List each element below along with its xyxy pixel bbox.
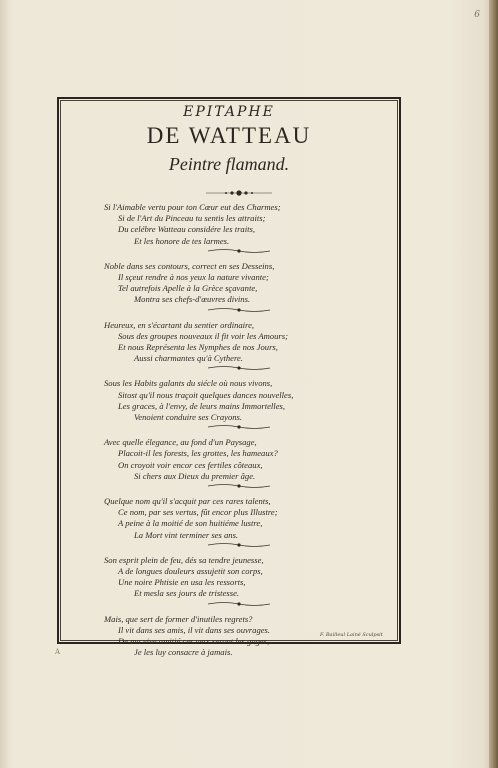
title-de-watteau: DE WATTEAU [146, 123, 312, 148]
poem-line: Placoit-il les forests, les grottes, les hameaux? [118, 448, 278, 459]
poem-line: Quelque nom qu'il s'acquit par ces rares talents, [104, 496, 271, 507]
poem-line: Les graces, à l'envy, de leurs mains Immortelles, [118, 400, 286, 411]
engraver-signature: F. Bailleul Lainé Sculpsit [320, 632, 383, 638]
poem-line: Avec quelle élegance, au fond d'un Paysage, [104, 437, 257, 448]
stanza [104, 320, 374, 365]
margin-mark: A [55, 648, 61, 656]
poem-line: Et les honore de tes larmes. [134, 235, 230, 246]
stanza-ornament [104, 423, 374, 437]
poem [104, 188, 374, 659]
poem-line: Si de l'Art du Pinceau tu sentis les attraits; [118, 213, 266, 224]
stanza-ornament [104, 482, 374, 496]
poem-line: Si l'Aimable vertu pour ton Cœur eut des Charmes; [104, 202, 281, 212]
poem-line: Et mesla ses jours de tristesse. [134, 588, 240, 599]
stanza [104, 496, 374, 541]
poem-line: Il sçeut rendre à nos yeux la nature vivante; [118, 272, 269, 283]
poem-line: Heureux, en s'écartant du sentier ordinaire, [104, 319, 255, 330]
poem-line: De ma vive amitié ces vers seront les gages, [118, 636, 270, 647]
poem-line: Son esprit plein de feu, dés sa tendre jeunesse, [104, 554, 264, 565]
stanza [104, 261, 374, 306]
stanza [104, 378, 374, 423]
poem-line: Du celébre Watteau considére les traits, [118, 224, 255, 235]
stanza-ornament [104, 364, 374, 378]
poem-line: Aussi charmantes qu'à Cythere. [134, 353, 243, 364]
stanza [104, 202, 374, 247]
stanza-ornament [104, 600, 374, 614]
title-peintre-flamand: Peintre flamand. [168, 154, 290, 174]
title-epitaphe: EPITAPHE [183, 104, 275, 120]
poem-line: Sous des groupes nouveaux il fit voir les Amours; [118, 330, 288, 341]
stanza [104, 437, 374, 482]
poem-line: A peine à la moitié de son huitiéme lustre, [118, 518, 263, 529]
poem-line: Tel autrefois Apelle à la Grèce sçavante, [118, 283, 258, 294]
poem-line: Noble dans ses contours, correct en ses Desseins, [104, 260, 275, 271]
poem-line: On croyoit voir encor ces fertiles côteaux, [118, 459, 263, 470]
poem-line: La Mort vint terminer ses ans. [134, 529, 239, 540]
poem-line: Sous les Habits galants du siécle où nous vivons, [104, 378, 273, 389]
stanza-ornament [104, 247, 374, 261]
page-number: 6 [474, 10, 480, 20]
stanza-ornament [104, 188, 374, 202]
poem-line: Mais, que sert de former d'inutiles regrets? [104, 613, 253, 624]
poem-line: Venoient conduire ses Crayons. [134, 412, 243, 423]
stanza [104, 555, 374, 600]
poem-line: Sitost qu'il nous traçoit quelques dances nouvelles, [118, 389, 294, 400]
poem-line: Une noire Phtisie en usa les ressorts, [118, 577, 246, 588]
book-spine [489, 0, 498, 768]
stanza-ornament [104, 541, 374, 555]
poem-line: Je les luy consacre à jamais. [134, 647, 233, 658]
poem-line: Il vit dans ses amis, il vit dans ses ouvrages. [118, 624, 271, 635]
poem-line: Et nous Représenta les Nymphes de nos Jours, [118, 342, 278, 353]
poem-line: Ce nom, par ses vertus, fût encor plus Illustre; [118, 507, 278, 518]
stanza-ornament [104, 306, 374, 320]
poem-line: A de longues douleurs assujetit son corps, [118, 566, 263, 577]
poem-line: Si chers aux Dieux du premier âge. [134, 470, 256, 481]
poem-line: Montra ses chefs-d'œuvres divins. [134, 294, 251, 305]
